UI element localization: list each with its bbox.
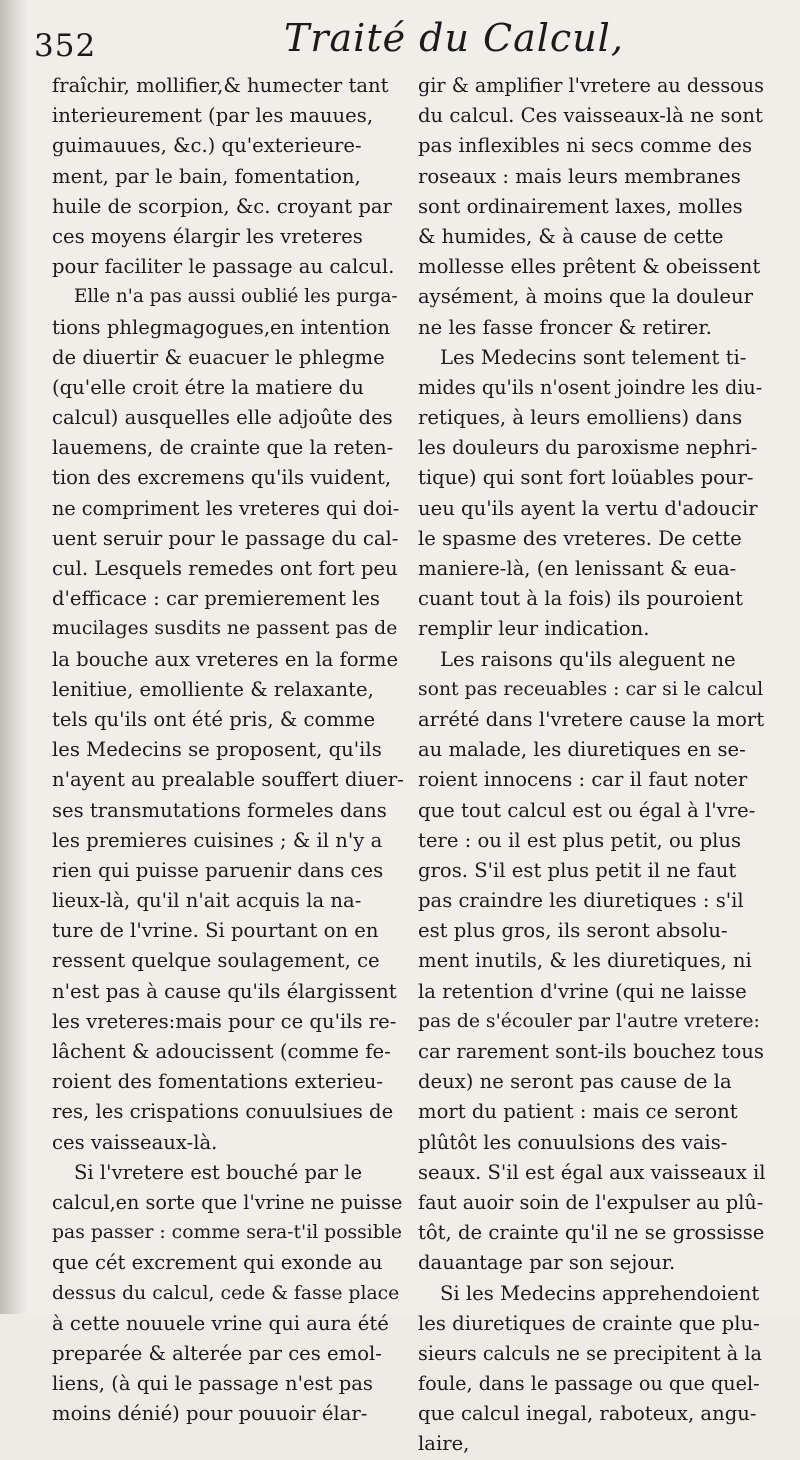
text-line: dessus du calcul, cede & fasse place — [52, 1282, 400, 1304]
text-line: interieurement (par les mauues, — [52, 104, 374, 128]
text-line: gir & amplifier l'vretere au dessous — [418, 74, 764, 97]
text-line: car rarement sont-ils bouchez tous — [418, 1040, 764, 1063]
text-line: de diuertir & euacuer le phlegme — [52, 345, 385, 369]
text-line: ture de l'vrine. Si pourtant on en — [52, 919, 379, 943]
text-line: sont ordinairement laxes, molles — [418, 194, 743, 218]
text-line: roient des fomentations exterieu- — [52, 1070, 383, 1094]
text-line: tels qu'ils ont été pris, & comme — [52, 707, 376, 731]
text-line: pour faciliter le passage au calcul. — [52, 255, 395, 279]
text-line: faut auoir soin de l'expulser au plû- — [418, 1190, 764, 1214]
text-line: ne les fasse froncer & retirer. — [418, 315, 712, 339]
text-line: tôt, de crainte qu'il ne se grossisse — [418, 1221, 765, 1245]
text-line: les Medecins se proposent, qu'ils — [52, 738, 382, 762]
text-line: les diuretiques de crainte que plu- — [418, 1311, 760, 1335]
text-line: arrété dans l'vretere cause la mort — [418, 707, 765, 731]
text-line: deux) ne seront pas cause de la — [418, 1070, 732, 1094]
text-line: pas passer : comme sera-t'il possible — [52, 1222, 402, 1244]
text-line: foule, dans le passage ou que quel- — [418, 1372, 760, 1396]
text-line: calcul,en sorte que l'vrine ne puisse — [52, 1190, 403, 1214]
text-line: au malade, les diuretiques en se- — [418, 738, 746, 762]
text-line: cul. Lesquels remedes ont fort peu — [52, 557, 398, 580]
text-line: est plus gros, ils seront absolu- — [418, 919, 728, 943]
text-line: (qu'elle croit étre la matiere du — [52, 375, 364, 399]
text-line: que calcul inegal, raboteux, angu- — [418, 1402, 757, 1426]
running-title: Traité du Calcul, — [284, 16, 624, 60]
right-text-column — [418, 71, 766, 1460]
text-line: plûtôt les conuulsions des vais- — [418, 1130, 728, 1154]
text-line: remplir leur indication. — [418, 617, 650, 641]
page-header — [34, 14, 764, 70]
text-line: cuant tout à la fois) ils pouroient — [418, 587, 744, 611]
text-line: res, les crispations conuulsiues de — [52, 1100, 394, 1124]
text-line: que tout calcul est ou égal à l'vre- — [418, 798, 756, 822]
text-line: guimauues, &c.) qu'exterieure- — [52, 134, 362, 158]
text-line: moins dénié) pour pouuoir élar- — [52, 1402, 368, 1426]
text-line: mollesse elles prêtent & obeissent — [418, 255, 761, 279]
text-line: les premieres cuisines ; & il n'y a — [52, 828, 383, 852]
text-line: ment inutils, & les diuretiques, ni — [418, 949, 752, 973]
text-line: ces moyens élargir les vreteres — [52, 224, 363, 248]
text-line: ses transmutations formeles dans — [52, 798, 387, 822]
text-line: la retention d'vrine (qui ne laisse — [418, 979, 747, 1003]
text-line: roient innocens : car il faut noter — [418, 768, 748, 792]
text-line: la bouche aux vreteres en la forme — [52, 647, 399, 671]
text-line: n'ayent au prealable souffert diuer- — [52, 768, 404, 792]
text-line: Les Medecins sont telement ti- — [440, 345, 747, 369]
left-text-column — [52, 71, 404, 1429]
text-line: dauantage par son sejour. — [418, 1251, 676, 1275]
text-line: Les raisons qu'ils aleguent ne — [440, 647, 736, 671]
text-line: ment, par le bain, fomentation, — [52, 164, 361, 188]
text-line: huile de scorpion, &c. croyant par — [52, 194, 392, 218]
text-line: seaux. S'il est égal aux vaisseaux il — [418, 1160, 766, 1184]
text-line: lieux-là, qu'il n'ait acquis la na- — [52, 889, 362, 913]
text-line: ueu qu'ils ayent la vertu d'adoucir — [418, 496, 758, 520]
text-line: tions phlegmagogues,en intention — [52, 315, 391, 339]
text-line: ne compriment les vreteres qui doi- — [52, 496, 400, 520]
page-gutter-shadow — [0, 0, 28, 1314]
text-line: roseaux : mais leurs membranes — [418, 164, 741, 188]
text-line: fraîchir, mollifier,& humecter tant — [52, 74, 389, 97]
text-line: calcul) ausquelles elle adjoûte des — [52, 406, 393, 430]
text-line: aysément, à moins que la douleur — [418, 285, 753, 309]
text-line: pas de s'écouler par l'autre vretere: — [418, 1010, 760, 1032]
text-line: ces vaisseaux-là. — [52, 1130, 218, 1154]
text-line: tere : ou il est plus petit, ou plus — [418, 828, 742, 852]
text-line: les vreteres:mais pour ce qu'ils re- — [52, 1009, 397, 1033]
text-line: du calcul. Ces vaisseaux-là ne sont — [418, 104, 763, 128]
text-line: mort du patient : mais ce seront — [418, 1100, 738, 1124]
text-line: retiques, à leurs emolliens) dans — [418, 406, 743, 430]
text-line: uent seruir pour le passage du cal- — [52, 526, 399, 550]
text-line: sieurs calculs ne se precipitent à la — [418, 1341, 762, 1365]
text-line: liens, (à qui le passage n'est pas — [52, 1372, 373, 1396]
text-line: Si les Medecins apprehendoient — [440, 1281, 760, 1305]
text-line: lenitiue, emolliente & relaxante, — [52, 677, 374, 701]
text-line: pas inflexibles ni secs comme des — [418, 134, 753, 158]
text-line: ressent quelque soulagement, ce — [52, 949, 380, 973]
text-line: maniere-là, (en lenissant & eua- — [418, 557, 737, 580]
text-line: rien qui puisse paruenir dans ces — [52, 858, 384, 882]
text-line: tion des excremens qu'ils vuident, — [52, 466, 392, 490]
text-line: pas craindre les diuretiques : s'il — [418, 889, 744, 913]
text-line: tique) qui sont fort loüables pour- — [418, 466, 754, 490]
text-line: lauemens, de crainte que la reten- — [52, 436, 394, 460]
text-line: n'est pas à cause qu'ils élargissent — [52, 979, 397, 1003]
text-line: mucilages susdits ne passent pas de — [52, 618, 398, 640]
text-line: que cét excrement qui exonde au — [52, 1251, 383, 1275]
text-line: preparée & alterée par ces emol- — [52, 1341, 382, 1365]
text-line: mides qu'ils n'osent joindre les diu- — [418, 375, 763, 399]
text-line: d'efficace : car premierement les — [52, 587, 380, 611]
text-line: gros. S'il est plus petit il ne faut — [418, 858, 737, 882]
text-line: à cette nouuele vrine qui aura été — [52, 1311, 389, 1335]
text-line: laire, — [418, 1432, 470, 1456]
text-line: Si l'vretere est bouché par le — [74, 1160, 363, 1184]
text-line: les douleurs du paroxisme nephri- — [418, 436, 758, 460]
page-number: 352 — [34, 28, 97, 64]
text-line: le spasme des vreteres. De cette — [418, 526, 742, 550]
text-line: Elle n'a pas aussi oublié les purga- — [74, 286, 398, 308]
text-line: sont pas receuables : car si le calcul — [418, 678, 764, 700]
text-line: & humides, & à cause de cette — [418, 224, 724, 248]
text-line: lâchent & adoucissent (comme fe- — [52, 1040, 391, 1063]
